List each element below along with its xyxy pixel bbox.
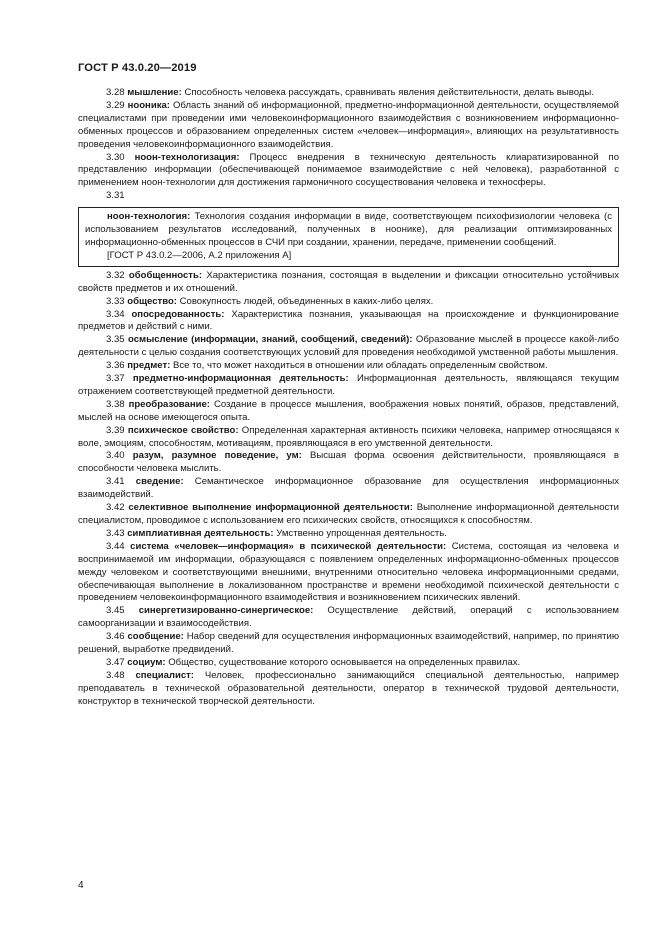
- term-entry: [78, 657, 619, 670]
- term-name: специалист:: [135, 669, 194, 681]
- term-name: нооника:: [127, 99, 170, 111]
- term-number: 3.40: [106, 450, 125, 462]
- term-number: 3.44: [106, 540, 125, 552]
- term-name: сообщение:: [127, 631, 184, 643]
- term-number: 3.33: [106, 295, 125, 307]
- term-name: обобщенность:: [128, 269, 203, 281]
- term-number: 3.46: [106, 631, 125, 643]
- term-number: 3.41: [106, 476, 125, 488]
- term-definition: Определенная характерная активность психики человека, например относящаяся к воле, эмоциям, способностям, мотивациям, проявляющаяся в его умственной деятельности.: [78, 424, 620, 449]
- term-name: ноон-технология:: [107, 211, 191, 223]
- term-entry: [85, 211, 612, 250]
- term-number: 3.30: [106, 151, 125, 163]
- term-entry: [78, 605, 619, 631]
- quoted-definition-box: [78, 207, 619, 267]
- page-number: 4: [78, 880, 84, 891]
- term-definition: Человек, профессионально занимающийся специальной деятельностью, например преподаватель в технической образовательной деятельности, оператор в технической трудовой деятельности, конструктор в технической творческой деятельности.: [78, 669, 619, 707]
- term-entry: [78, 541, 619, 606]
- term-number: 3.29: [106, 99, 125, 111]
- term-number: 3.42: [106, 502, 125, 514]
- term-name: социум:: [127, 656, 166, 668]
- term-entry: [78, 631, 619, 657]
- term-definition: Выполнение информационной деятельности специалистом, проводимое с использованием его психических свойств, относящихся к способностям.: [78, 502, 619, 526]
- term-definition: Семантическое информационное образование для осуществления информационных взаимодействий.: [78, 476, 620, 501]
- term-entry: [78, 528, 619, 541]
- term-name: опосредованность:: [131, 308, 225, 320]
- term-entry: [78, 502, 619, 528]
- term-number: 3.31: [106, 190, 125, 202]
- term-number: 3.45: [106, 605, 125, 617]
- term-entry: [78, 270, 619, 296]
- term-number: 3.38: [106, 398, 125, 410]
- term-number: 3.36: [106, 360, 125, 372]
- term-entry: [78, 100, 619, 152]
- term-definition: Область знаний об информационной, предметно-информационной деятельности, осуществляемой специалистами при проведении ими человекоинформационного взаимодействия с возникновением информационно-обменных процессов и образованием определенных систем «человек—информация», влияющих на результативность проведения человекоинформационного взаимодействия.: [78, 99, 620, 150]
- term-number: 3.32: [106, 269, 125, 281]
- term-name: психическое свойство:: [127, 424, 239, 436]
- document-header: ГОСТ Р 43.0.20—2019: [78, 62, 197, 74]
- term-name: предметно-информационная деятельность:: [132, 373, 349, 385]
- term-name: синергетизированно-синергическое:: [138, 605, 314, 617]
- term-name: селективное выполнение информационной деятельности:: [128, 502, 413, 514]
- term-definition: Набор сведений для осуществления информационных взаимодействий, например, по принятию решений, выработке предвидений.: [78, 631, 619, 656]
- term-entry: [78, 450, 619, 476]
- term-name: симплиативная деятельность:: [127, 527, 274, 539]
- term-number: 3.28: [106, 87, 125, 98]
- term-definition: Технология создания информации в виде, соответствующем психофизиологии человека (с использованием результатов исследований, полученных в ноонике), для реализации оптимизированных информационно-обменных процессов в СЧИ при создании, хранении, передаче, применении сообщений.: [85, 211, 612, 248]
- term-entry: [78, 399, 619, 425]
- document-body: [78, 87, 619, 709]
- term-entry: [78, 334, 619, 360]
- term-list-top: [78, 87, 619, 190]
- term-definition: Общество, существование которого основывается на определенных правилах.: [168, 656, 521, 668]
- term-name: осмысление (информации, знаний, сообщений, сведений):: [128, 334, 413, 346]
- term-definition: Высшая форма освоения действительности, проявляющаяся в способности человека мыслить.: [78, 450, 619, 475]
- term-entry: [78, 425, 619, 451]
- term-definition: Система, состоящая из человека и воспринимаемой им информации, образующаяся с появлением определенных информационно-обменных процессов между человеком и соответствующими внешними, внутренними относительно человека информационными средами, обеспечивающая выполнение в локализованном пространстве и времени необходимой психической деятельности с проведением человекоинформационного взаимодействия и возникновением психических явлений.: [78, 540, 620, 604]
- term-name: преобразование:: [128, 398, 210, 410]
- term-definition: Все то, что может находиться в отношении или обладать определенным свойством.: [172, 360, 548, 372]
- term-list-bottom: [78, 270, 619, 709]
- term-entry: [78, 309, 619, 335]
- term-number: 3.37: [106, 373, 125, 385]
- term-name: ноон-технологизация:: [134, 151, 240, 163]
- term-name: мышление:: [127, 87, 182, 98]
- term-definition: Способность человека рассуждать, сравнивать явления действительности, делать выводы.: [184, 87, 594, 98]
- term-definition: Совокупность людей, объединенных в каких-либо целях.: [179, 295, 434, 307]
- term-number: 3.48: [106, 669, 125, 681]
- term-definition: Создание в процессе мышления, воображения новых понятий, образов, представлений, мыслей на основе имеющегося опыта.: [78, 398, 619, 423]
- term-number: 3.39: [106, 424, 125, 436]
- term-definition: Процесс внедрения в техническую деятельность клиаратизированной по представлению информации (обеспечивающей понимаемое взаимодействие с ней человека), разработанной с применением ноон-технологии для достижения гармоничного сосуществования человека и техносферы.: [78, 151, 620, 189]
- term-number: 3.35: [106, 334, 125, 346]
- term-name: разум, разумное поведение, ум:: [132, 450, 302, 462]
- term-definition: Умственно упрощенная деятельность.: [276, 527, 447, 539]
- term-name: общество:: [127, 295, 177, 307]
- source-reference: [ГОСТ Р 43.0.2—2006, А.2 приложения А]: [107, 249, 292, 261]
- term-definition: Характеристика познания, состоящая в выделении и фиксации относительно устойчивых свойств предметов и их отношений.: [78, 269, 619, 294]
- term-entry: [78, 296, 619, 309]
- term-entry: [78, 373, 619, 399]
- term-number: 3.34: [106, 308, 125, 320]
- term-number: 3.43: [106, 527, 125, 539]
- term-entry: [78, 476, 619, 502]
- term-definition: Характеристика познания, указывающая на происхождение и функционирование предметов и действий с ними.: [78, 308, 619, 333]
- term-name: предмет:: [127, 360, 171, 372]
- term-number: 3.47: [106, 656, 125, 668]
- term-entry: [78, 87, 619, 100]
- term-name: система «человек—информация» в психической деятельности:: [130, 540, 447, 552]
- term-definition: Осуществление действий, операций с использованием самоорганизации и взаимосодействия.: [78, 605, 619, 630]
- term-definition: Образование мыслей в процессе какой-либо деятельности с целью создания соответствующих условий для проведения необходимой умственной работы мышления.: [78, 334, 620, 359]
- term-definition: Информационная деятельность, являющаяся текущим отражением соответствующей предметной деятельности.: [78, 373, 620, 397]
- term-entry: [78, 360, 619, 373]
- term-entry: [78, 152, 619, 191]
- term-name: сведение:: [135, 476, 184, 488]
- term-entry: [78, 670, 619, 709]
